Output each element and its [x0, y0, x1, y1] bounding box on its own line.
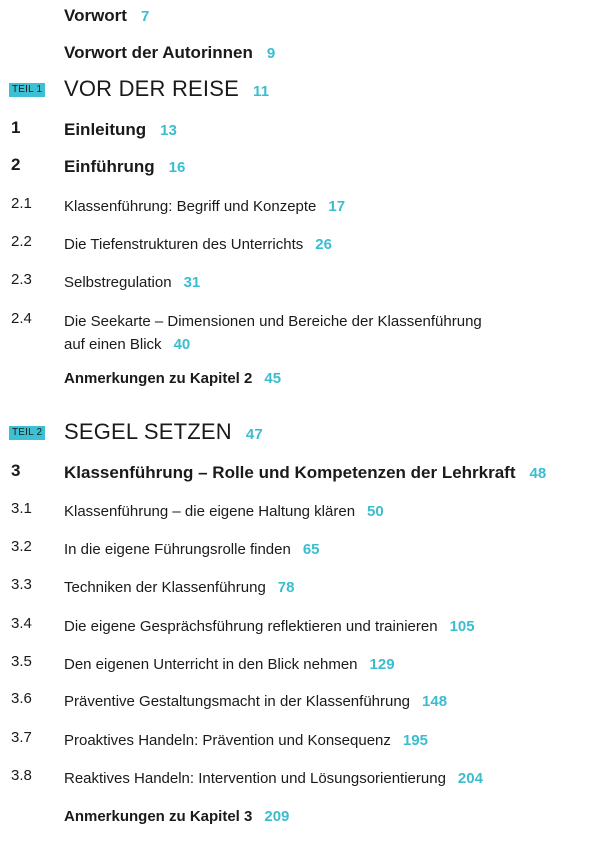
- entry-title: Reaktives Handeln: Intervention und Lösungsorientierung 204: [64, 770, 483, 787]
- entry-number: 3: [11, 461, 21, 480]
- page-number: 209: [264, 808, 290, 825]
- part-badge: TEIL 1: [9, 83, 45, 97]
- page-number: 48: [529, 465, 547, 482]
- entry-title: Selbstregulation 31: [64, 274, 201, 291]
- entry-title: In die eigene Führungsrolle finden 65: [64, 541, 320, 558]
- page-number: 148: [422, 693, 448, 710]
- page-number: 45: [264, 370, 282, 387]
- entry-number: 2.2: [11, 233, 32, 250]
- entry-number: 3.8: [11, 767, 32, 784]
- entry-title: Anmerkungen zu Kapitel 2 45: [64, 370, 282, 387]
- entry-number: 3.2: [11, 538, 32, 555]
- entry-title: Die Tiefenstrukturen des Unterrichts 26: [64, 236, 332, 253]
- entry-number: 3.4: [11, 615, 32, 632]
- entry-title: Den eigenen Unterricht in den Blick nehmen 129: [64, 656, 395, 673]
- entry-number: 3.6: [11, 690, 32, 707]
- page-number: 31: [183, 274, 201, 291]
- page-number: 50: [367, 503, 384, 520]
- page-number: 47: [245, 426, 263, 443]
- page-number: 65: [302, 541, 320, 558]
- page-number: 7: [140, 8, 150, 25]
- page-number: 105: [449, 618, 475, 635]
- entry-title: Klassenführung – Rolle und Kompetenzen der Lehrkraft 48: [64, 463, 547, 482]
- page-number: 195: [402, 732, 428, 749]
- entry-title: Klassenführung – die eigene Haltung klären 50: [64, 503, 384, 520]
- page-number: 129: [369, 656, 395, 673]
- page-number: 11: [252, 83, 270, 100]
- part-title: SEGEL SETZEN 47: [64, 419, 263, 444]
- page-number: 40: [173, 336, 191, 353]
- part-title: VOR DER REISE 11: [64, 76, 270, 101]
- entry-title: Die Seekarte – Dimensionen und Bereiche der Klassenführung auf einen Blick 40: [64, 313, 482, 353]
- entry-number: 3.3: [11, 576, 32, 593]
- page-number: 16: [168, 159, 186, 176]
- entry-number: 3.5: [11, 653, 32, 670]
- entry-title: Einführung 16: [64, 157, 186, 176]
- page-number: 13: [160, 122, 177, 139]
- entry-number: 1: [11, 118, 21, 137]
- entry-title: Die eigene Gesprächsführung reflektieren und trainieren 105: [64, 618, 475, 635]
- page-number: 78: [277, 579, 295, 596]
- entry-title: Einleitung 13: [64, 120, 177, 139]
- page-number: 9: [266, 45, 276, 62]
- entry-number: 2.4: [11, 310, 32, 327]
- page-number: 204: [457, 770, 483, 787]
- entry-number: 2.1: [11, 195, 32, 212]
- entry-title: Klassenführung: Begriff und Konzepte 17: [64, 198, 346, 215]
- entry-number: 2: [11, 155, 21, 174]
- page-number: 17: [328, 198, 346, 215]
- entry-title: Präventive Gestaltungsmacht in der Klassenführung 148: [64, 693, 448, 710]
- page-number: 26: [315, 236, 332, 253]
- part-badge: TEIL 2: [9, 426, 45, 440]
- entry-title: Techniken der Klassenführung 78: [64, 579, 295, 596]
- entry-title: Proaktives Handeln: Prävention und Konsequenz 195: [64, 732, 428, 749]
- entry-number: 3.1: [11, 500, 32, 517]
- entry-title: Anmerkungen zu Kapitel 3 209: [64, 808, 290, 825]
- entry-title: Vorwort 7: [64, 6, 150, 25]
- entry-title: Vorwort der Autorinnen 9: [64, 43, 276, 62]
- entry-number: 3.7: [11, 729, 32, 746]
- entry-number: 2.3: [11, 271, 32, 288]
